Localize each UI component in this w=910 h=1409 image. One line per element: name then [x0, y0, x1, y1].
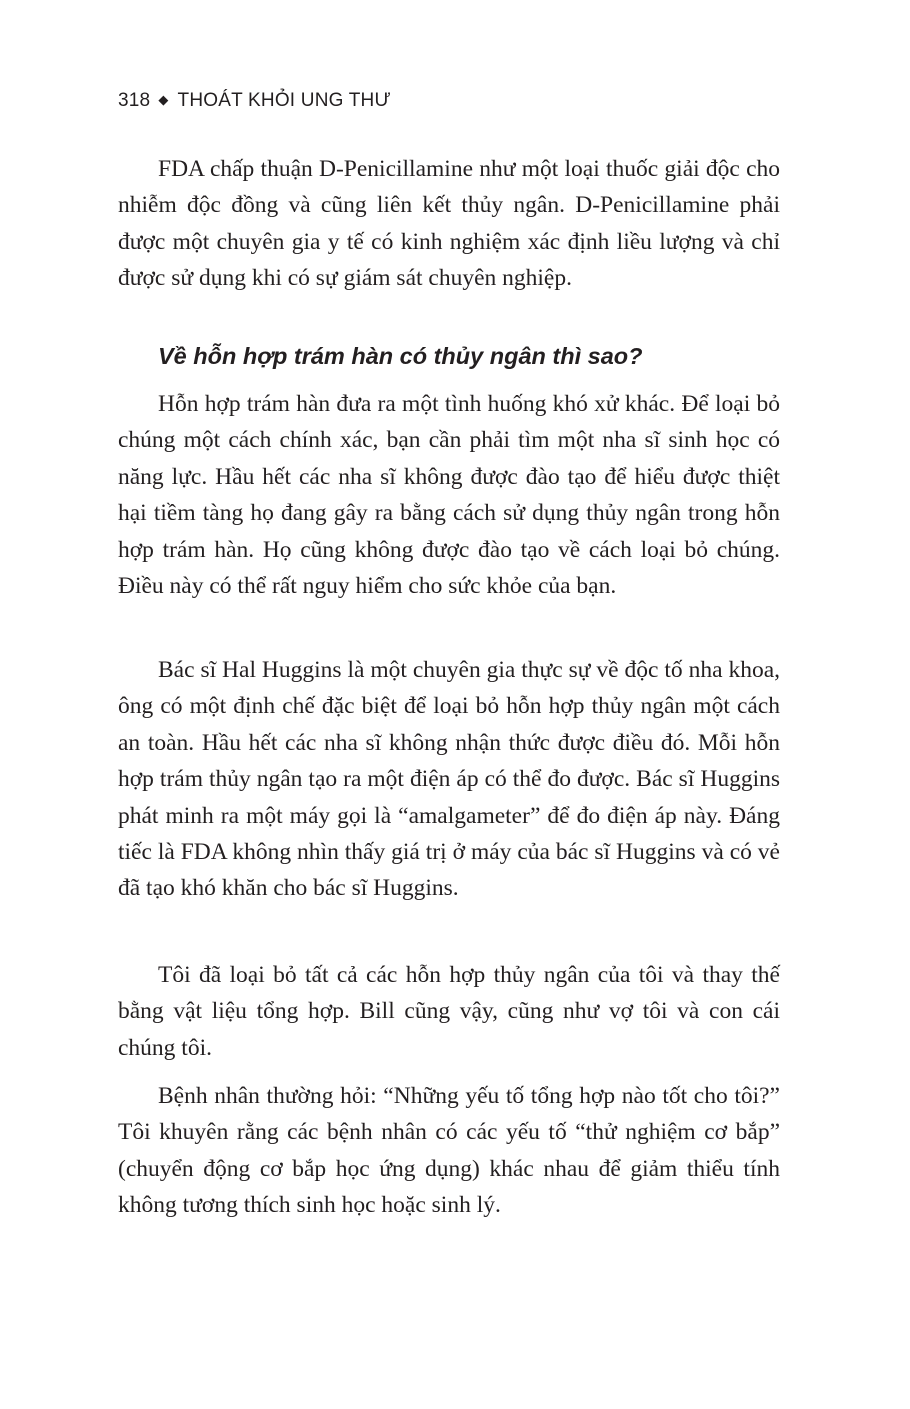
running-head	[118, 88, 391, 115]
paragraph-text: FDA chấp thuận D-Penicillamine như một loại thuốc giải độc cho nhiễm độc đồng và cũng liên kết thủy ngân. D-Penicillamine phải được một chuyên gia y tế có kinh nghiệm xác định liều lượng và chỉ được sử dụng khi có sự giám sát chuyên nghiệp.	[118, 156, 780, 292]
paragraph-text: Tôi đã loại bỏ tất cả các hỗn hợp thủy ngân của tôi và thay thế bằng vật liệu tổng hợp. Bill cũng vậy, cũng như vợ tôi và con cái chúng tôi.	[118, 962, 780, 1061]
paragraph-text: Bác sĩ Hal Huggins là một chuyên gia thực sự về độc tố nha khoa, ông có một định chế đặc biệt để loại bỏ hỗn hợp thủy ngân một cách an toàn. Hầu hết các nha sĩ không nhận thức được điều đó. Mỗi hỗn hợp trám thủy ngân tạo ra một điện áp có thể đo được. Bác sĩ Huggins phát minh ra một máy gọi là “amalgameter” để đo điện áp này. Đáng tiếc là FDA không nhìn thấy giá trị ở máy của bác sĩ Huggins và có vẻ đã tạo khó khăn cho bác sĩ Huggins.	[118, 657, 780, 902]
diamond-icon: ◆	[158, 92, 169, 107]
paragraph-amalgam-dilemma	[118, 386, 780, 604]
section-heading: Về hỗn hợp trám hàn có thủy ngân thì sao?	[158, 343, 643, 369]
paragraph-removed-fillings	[118, 957, 780, 1066]
book-title: THOÁT KHỎI UNG THƯ	[177, 90, 391, 111]
paragraph-d-penicillamine	[118, 151, 780, 297]
paragraph-hal-huggins	[118, 652, 780, 907]
paragraph-patient-question	[118, 1078, 780, 1224]
page-number: 318	[118, 90, 151, 111]
paragraph-text: Hỗn hợp trám hàn đưa ra một tình huống khó xử khác. Để loại bỏ chúng một cách chính xác, bạn cần phải tìm một nha sĩ sinh học có năng lực. Hầu hết các nha sĩ không được đào tạo để hiểu được thiệt hại tiềm tàng họ đang gây ra bằng cách sử dụng thủy ngân trong hỗn hợp trám hàn. Họ cũng không được đào tạo về cách loại bỏ chúng. Điều này có thể rất nguy hiểm cho sức khỏe của bạn.	[118, 391, 780, 600]
paragraph-text: Bệnh nhân thường hỏi: “Những yếu tố tổng hợp nào tốt cho tôi?” Tôi khuyên rằng các bệnh nhân có các yếu tố “thử nghiệm cơ bắp” (chuyển động cơ bắp học ứng dụng) khác nhau để giảm thiểu tính không tương thích sinh học hoặc sinh lý.	[118, 1083, 780, 1219]
